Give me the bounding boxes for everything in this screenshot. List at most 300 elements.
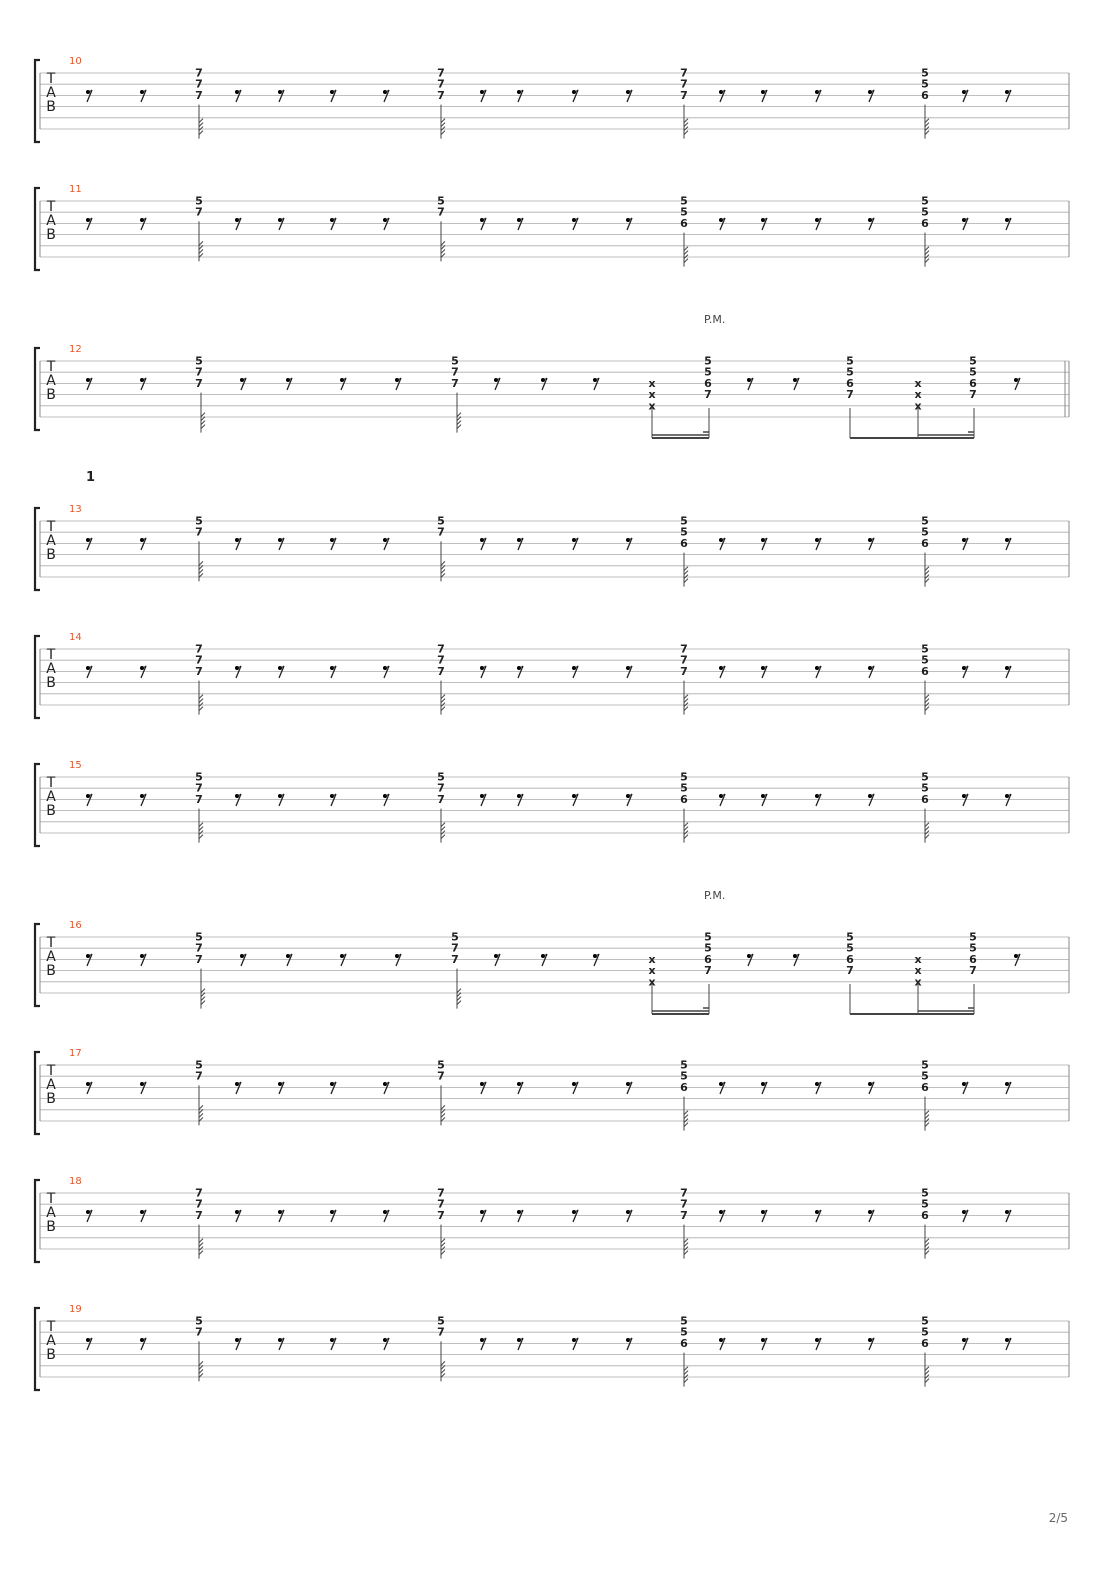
fret-number: 5 (921, 1197, 929, 1211)
eighth-rest-icon (330, 90, 336, 102)
eighth-rest-icon (747, 954, 753, 966)
eighth-rest-icon (383, 1210, 389, 1222)
fret-number: 5 (921, 653, 929, 667)
eighth-rest-icon (541, 954, 547, 966)
fret-number: x (648, 964, 656, 978)
pm-label-16: P.M. (704, 889, 726, 902)
fret-number: 5 (195, 930, 203, 944)
fret-number: 7 (680, 653, 688, 667)
measure-number: 11 (69, 184, 82, 195)
fret-number: 5 (195, 1058, 203, 1072)
eighth-rest-icon (383, 666, 389, 678)
fret-number: 5 (680, 781, 688, 795)
fret-number: 5 (680, 770, 688, 784)
stem-flag (684, 571, 688, 575)
tab-staff-system (0, 503, 1110, 593)
fret-number: x (914, 952, 922, 966)
fret-number: 6 (969, 376, 977, 390)
tab-staff-system (0, 759, 1110, 849)
stem-flag (199, 1105, 203, 1109)
fret-number: 5 (704, 354, 712, 368)
section-marker: 1 (86, 470, 96, 485)
fret-number: 5 (921, 525, 929, 539)
stem-flag (457, 1001, 461, 1005)
stem-flag (199, 123, 203, 127)
stem-flag (199, 569, 203, 573)
stem-flag (441, 119, 445, 123)
eighth-rest-icon (140, 1210, 146, 1222)
eighth-rest-icon (140, 1082, 146, 1094)
eighth-rest-icon (330, 666, 336, 678)
stem-flag (457, 413, 461, 417)
stem-flag (199, 707, 203, 711)
stem-flag (457, 989, 461, 993)
stem-flag (684, 835, 688, 839)
eighth-rest-icon (140, 794, 146, 806)
fret-number: 5 (704, 941, 712, 955)
stem-flag (684, 1371, 688, 1375)
stem-flag (457, 421, 461, 425)
eighth-rest-icon (286, 954, 292, 966)
stem-flag (201, 1001, 205, 1005)
tab-staff-system (0, 631, 1110, 721)
tab-clef-letter: B (46, 1091, 56, 1107)
system-bracket (35, 924, 40, 1006)
tab-staff-system (0, 919, 1110, 1009)
fret-number: 5 (921, 770, 929, 784)
stem-flag (441, 827, 445, 831)
eighth-rest-icon (962, 794, 968, 806)
tab-clef-letter: B (46, 227, 56, 243)
fret-number: 7 (195, 88, 203, 102)
stem-flag (201, 425, 205, 429)
stem-flag (684, 1115, 688, 1119)
fret-number: 7 (437, 1325, 445, 1339)
eighth-rest-icon (868, 218, 874, 230)
fret-number: 6 (680, 1336, 688, 1350)
fret-number: 7 (437, 642, 445, 656)
fret-number: x (914, 975, 922, 989)
fret-number: 7 (680, 1197, 688, 1211)
fret-number: 7 (680, 1208, 688, 1222)
fret-number: 7 (451, 365, 459, 379)
eighth-rest-icon (383, 794, 389, 806)
eighth-rest-icon (278, 794, 284, 806)
eighth-rest-icon (86, 378, 92, 390)
eighth-rest-icon (395, 378, 401, 390)
fret-number: 6 (921, 216, 929, 230)
stem-flag (925, 1115, 929, 1119)
stem-flag (199, 823, 203, 827)
eighth-rest-icon (286, 378, 292, 390)
stem-flag (684, 119, 688, 123)
stem-flag (925, 707, 929, 711)
stem-flag (199, 827, 203, 831)
stem-flag (199, 561, 203, 565)
fret-number: 5 (437, 194, 445, 208)
stem-flag (925, 1371, 929, 1375)
tab-staff-system (0, 343, 1110, 433)
eighth-rest-icon (761, 1338, 767, 1350)
fret-number: 7 (195, 952, 203, 966)
measure-number: 10 (69, 56, 82, 67)
fret-number: 6 (921, 664, 929, 678)
fret-number: 5 (921, 514, 929, 528)
stem-flag (199, 1113, 203, 1117)
stem-flag (441, 249, 445, 253)
tab-clef-letter: T (46, 199, 56, 215)
stem-flag (441, 561, 445, 565)
eighth-rest-icon (235, 1210, 241, 1222)
stem-flag (925, 1111, 929, 1115)
eighth-rest-icon (962, 1338, 968, 1350)
eighth-rest-icon (235, 90, 241, 102)
fret-number: 7 (969, 964, 977, 978)
fret-number: 7 (437, 205, 445, 219)
fret-number: 5 (680, 1058, 688, 1072)
eighth-rest-icon (235, 1082, 241, 1094)
eighth-rest-icon (395, 954, 401, 966)
eighth-rest-icon (1005, 538, 1011, 550)
eighth-rest-icon (1014, 954, 1020, 966)
system-bracket (35, 1180, 40, 1262)
eighth-rest-icon (962, 538, 968, 550)
fret-number: x (914, 376, 922, 390)
eighth-rest-icon (383, 1338, 389, 1350)
eighth-rest-icon (278, 1338, 284, 1350)
eighth-rest-icon (761, 794, 767, 806)
stem-flag (441, 707, 445, 711)
stem-flag (684, 247, 688, 251)
fret-number: 7 (437, 1197, 445, 1211)
stem-flag (199, 835, 203, 839)
tab-clef-letter: T (46, 1191, 56, 1207)
eighth-rest-icon (761, 218, 767, 230)
page-number: 2/5 (1048, 1511, 1068, 1525)
fret-number: 7 (680, 77, 688, 91)
eighth-rest-icon (140, 378, 146, 390)
fret-number: 5 (846, 941, 854, 955)
tab-clef-letter: A (46, 1077, 56, 1093)
measure-number: 12 (69, 344, 82, 355)
eighth-rest-icon (86, 954, 92, 966)
eighth-rest-icon (330, 1210, 336, 1222)
stem-flag (925, 123, 929, 127)
stem-flag (201, 997, 205, 1001)
stem-flag (684, 1367, 688, 1371)
eighth-rest-icon (330, 218, 336, 230)
eighth-rest-icon (868, 1210, 874, 1222)
eighth-rest-icon (719, 218, 725, 230)
eighth-rest-icon (719, 1338, 725, 1350)
eighth-rest-icon (235, 1338, 241, 1350)
stem-flag (925, 699, 929, 703)
eighth-rest-icon (235, 794, 241, 806)
fret-number: 7 (846, 964, 854, 978)
stem-flag (441, 241, 445, 245)
tab-staff-system (0, 1175, 1110, 1265)
eighth-rest-icon (793, 378, 799, 390)
stem-flag (441, 1243, 445, 1247)
tab-clef-letter: T (46, 647, 56, 663)
stem-flag (441, 699, 445, 703)
fret-number: 5 (680, 514, 688, 528)
fret-number: 7 (680, 66, 688, 80)
stem-flag (925, 119, 929, 123)
fret-number: 5 (969, 365, 977, 379)
fret-number: 5 (846, 365, 854, 379)
stem-flag (925, 1243, 929, 1247)
tab-clef-letter: A (46, 213, 56, 229)
fret-number: 7 (437, 77, 445, 91)
eighth-rest-icon (868, 538, 874, 550)
measure-number: 16 (69, 920, 82, 931)
fret-number: 7 (437, 653, 445, 667)
eighth-rest-icon (868, 666, 874, 678)
tab-clef-letter: A (46, 1205, 56, 1221)
eighth-rest-icon (868, 90, 874, 102)
stem-flag (199, 241, 203, 245)
fret-number: 6 (969, 952, 977, 966)
eighth-rest-icon (626, 1338, 632, 1350)
eighth-rest-icon (517, 794, 523, 806)
tab-clef-letter: A (46, 533, 56, 549)
fret-number: 7 (451, 952, 459, 966)
fret-number: 5 (437, 1058, 445, 1072)
fret-number: 5 (195, 354, 203, 368)
fret-number: 6 (846, 952, 854, 966)
fret-number: 7 (437, 525, 445, 539)
eighth-rest-icon (140, 90, 146, 102)
eighth-rest-icon (793, 954, 799, 966)
stem-flag (199, 1243, 203, 1247)
eighth-rest-icon (1005, 1210, 1011, 1222)
fret-number: 5 (846, 354, 854, 368)
eighth-rest-icon (517, 1338, 523, 1350)
eighth-rest-icon (86, 1210, 92, 1222)
eighth-rest-icon (572, 538, 578, 550)
tab-clef-letter: B (46, 387, 56, 403)
fret-number: 5 (921, 642, 929, 656)
fret-number: 7 (195, 1186, 203, 1200)
measure-number: 19 (69, 1304, 82, 1315)
fret-number: 5 (195, 194, 203, 208)
system-bracket (35, 764, 40, 846)
system-bracket (35, 348, 40, 430)
stem-flag (684, 1111, 688, 1115)
fret-number: 5 (680, 1069, 688, 1083)
eighth-rest-icon (626, 218, 632, 230)
fret-number: 7 (451, 376, 459, 390)
eighth-rest-icon (1005, 90, 1011, 102)
measure-number: 14 (69, 632, 82, 643)
stem-flag (684, 1239, 688, 1243)
eighth-rest-icon (593, 378, 599, 390)
eighth-rest-icon (240, 378, 246, 390)
eighth-rest-icon (761, 1082, 767, 1094)
eighth-rest-icon (761, 538, 767, 550)
eighth-rest-icon (140, 218, 146, 230)
eighth-rest-icon (962, 666, 968, 678)
stem-flag (199, 1239, 203, 1243)
eighth-rest-icon (278, 1210, 284, 1222)
fret-number: 7 (704, 388, 712, 402)
stem-flag (925, 823, 929, 827)
fret-number: 5 (704, 930, 712, 944)
fret-number: 7 (680, 642, 688, 656)
eighth-rest-icon (278, 1082, 284, 1094)
eighth-rest-icon (719, 90, 725, 102)
eighth-rest-icon (278, 538, 284, 550)
eighth-rest-icon (480, 794, 486, 806)
fret-number: x (914, 388, 922, 402)
fret-number: 7 (195, 941, 203, 955)
fret-number: 6 (704, 952, 712, 966)
eighth-rest-icon (86, 794, 92, 806)
tab-clef-letter: T (46, 519, 56, 535)
eighth-rest-icon (235, 666, 241, 678)
fret-number: 7 (437, 1186, 445, 1200)
stem-flag (684, 259, 688, 263)
stem-flag (684, 695, 688, 699)
fret-number: 5 (704, 365, 712, 379)
fret-number: 6 (704, 376, 712, 390)
stem-flag (925, 579, 929, 583)
eighth-rest-icon (235, 538, 241, 550)
stem-flag (684, 827, 688, 831)
tab-staff-system (0, 183, 1110, 273)
eighth-rest-icon (1005, 218, 1011, 230)
stem-flag (457, 997, 461, 1001)
measure-number: 15 (69, 760, 82, 771)
eighth-rest-icon (868, 1338, 874, 1350)
stem-flag (925, 827, 929, 831)
fret-number: 5 (437, 770, 445, 784)
tab-clef-letter: B (46, 675, 56, 691)
stem-flag (925, 695, 929, 699)
eighth-rest-icon (86, 666, 92, 678)
eighth-rest-icon (86, 218, 92, 230)
eighth-rest-icon (719, 1210, 725, 1222)
fret-number: 7 (969, 388, 977, 402)
fret-number: 5 (680, 525, 688, 539)
fret-number: 5 (451, 354, 459, 368)
fret-number: 7 (195, 653, 203, 667)
fret-number: 5 (437, 1314, 445, 1328)
eighth-rest-icon (330, 794, 336, 806)
stem-flag (457, 425, 461, 429)
fret-number: x (914, 399, 922, 413)
fret-number: 5 (846, 930, 854, 944)
eighth-rest-icon (140, 954, 146, 966)
eighth-rest-icon (572, 794, 578, 806)
fret-number: 7 (195, 1208, 203, 1222)
eighth-rest-icon (626, 666, 632, 678)
stem-flag (441, 123, 445, 127)
eighth-rest-icon (572, 1338, 578, 1350)
fret-number: 7 (680, 1186, 688, 1200)
fret-number: x (648, 975, 656, 989)
tab-clef-letter: A (46, 85, 56, 101)
eighth-rest-icon (962, 1082, 968, 1094)
stem-flag (684, 707, 688, 711)
eighth-rest-icon (626, 90, 632, 102)
fret-number: 7 (680, 664, 688, 678)
eighth-rest-icon (517, 1082, 523, 1094)
stem-flag (925, 247, 929, 251)
tab-clef-letter: T (46, 1319, 56, 1335)
fret-number: 5 (921, 205, 929, 219)
tab-clef-letter: B (46, 99, 56, 115)
eighth-rest-icon (383, 1082, 389, 1094)
eighth-rest-icon (383, 218, 389, 230)
eighth-rest-icon (140, 1338, 146, 1350)
eighth-rest-icon (517, 218, 523, 230)
fret-number: 7 (195, 664, 203, 678)
tab-clef-letter: T (46, 359, 56, 375)
fret-number: x (648, 399, 656, 413)
fret-number: 7 (195, 376, 203, 390)
fret-number: 7 (846, 388, 854, 402)
eighth-rest-icon (719, 666, 725, 678)
stem-flag (925, 835, 929, 839)
stem-flag (684, 1243, 688, 1247)
tab-clef-letter: T (46, 775, 56, 791)
tab-clef-letter: T (46, 1063, 56, 1079)
stem-flag (925, 259, 929, 263)
fret-number: 7 (437, 792, 445, 806)
eighth-rest-icon (480, 1082, 486, 1094)
eighth-rest-icon (383, 538, 389, 550)
eighth-rest-icon (86, 1082, 92, 1094)
stem-flag (684, 251, 688, 255)
fret-number: 5 (195, 770, 203, 784)
eighth-rest-icon (868, 794, 874, 806)
stem-flag (684, 1251, 688, 1255)
eighth-rest-icon (572, 218, 578, 230)
fret-number: 7 (437, 1208, 445, 1222)
measure-number: 18 (69, 1176, 82, 1187)
fret-number: 5 (969, 941, 977, 955)
eighth-rest-icon (719, 794, 725, 806)
fret-number: 5 (195, 1314, 203, 1328)
eighth-rest-icon (815, 1338, 821, 1350)
eighth-rest-icon (747, 378, 753, 390)
stem-flag (684, 131, 688, 135)
fret-number: 7 (437, 781, 445, 795)
fret-number: 7 (680, 88, 688, 102)
measure-number: 17 (69, 1048, 82, 1059)
tab-clef-letter: B (46, 1347, 56, 1363)
fret-number: x (914, 964, 922, 978)
stem-flag (925, 1123, 929, 1127)
eighth-rest-icon (278, 666, 284, 678)
fret-number: 5 (921, 1186, 929, 1200)
eighth-rest-icon (278, 218, 284, 230)
eighth-rest-icon (1005, 794, 1011, 806)
stem-flag (199, 249, 203, 253)
eighth-rest-icon (815, 218, 821, 230)
fret-number: 7 (195, 205, 203, 219)
fret-number: 5 (921, 66, 929, 80)
eighth-rest-icon (517, 1210, 523, 1222)
fret-number: 7 (195, 792, 203, 806)
fret-number: 5 (921, 1069, 929, 1083)
fret-number: 6 (921, 1336, 929, 1350)
stem-flag (199, 695, 203, 699)
stem-flag (199, 131, 203, 135)
fret-number: 5 (437, 514, 445, 528)
